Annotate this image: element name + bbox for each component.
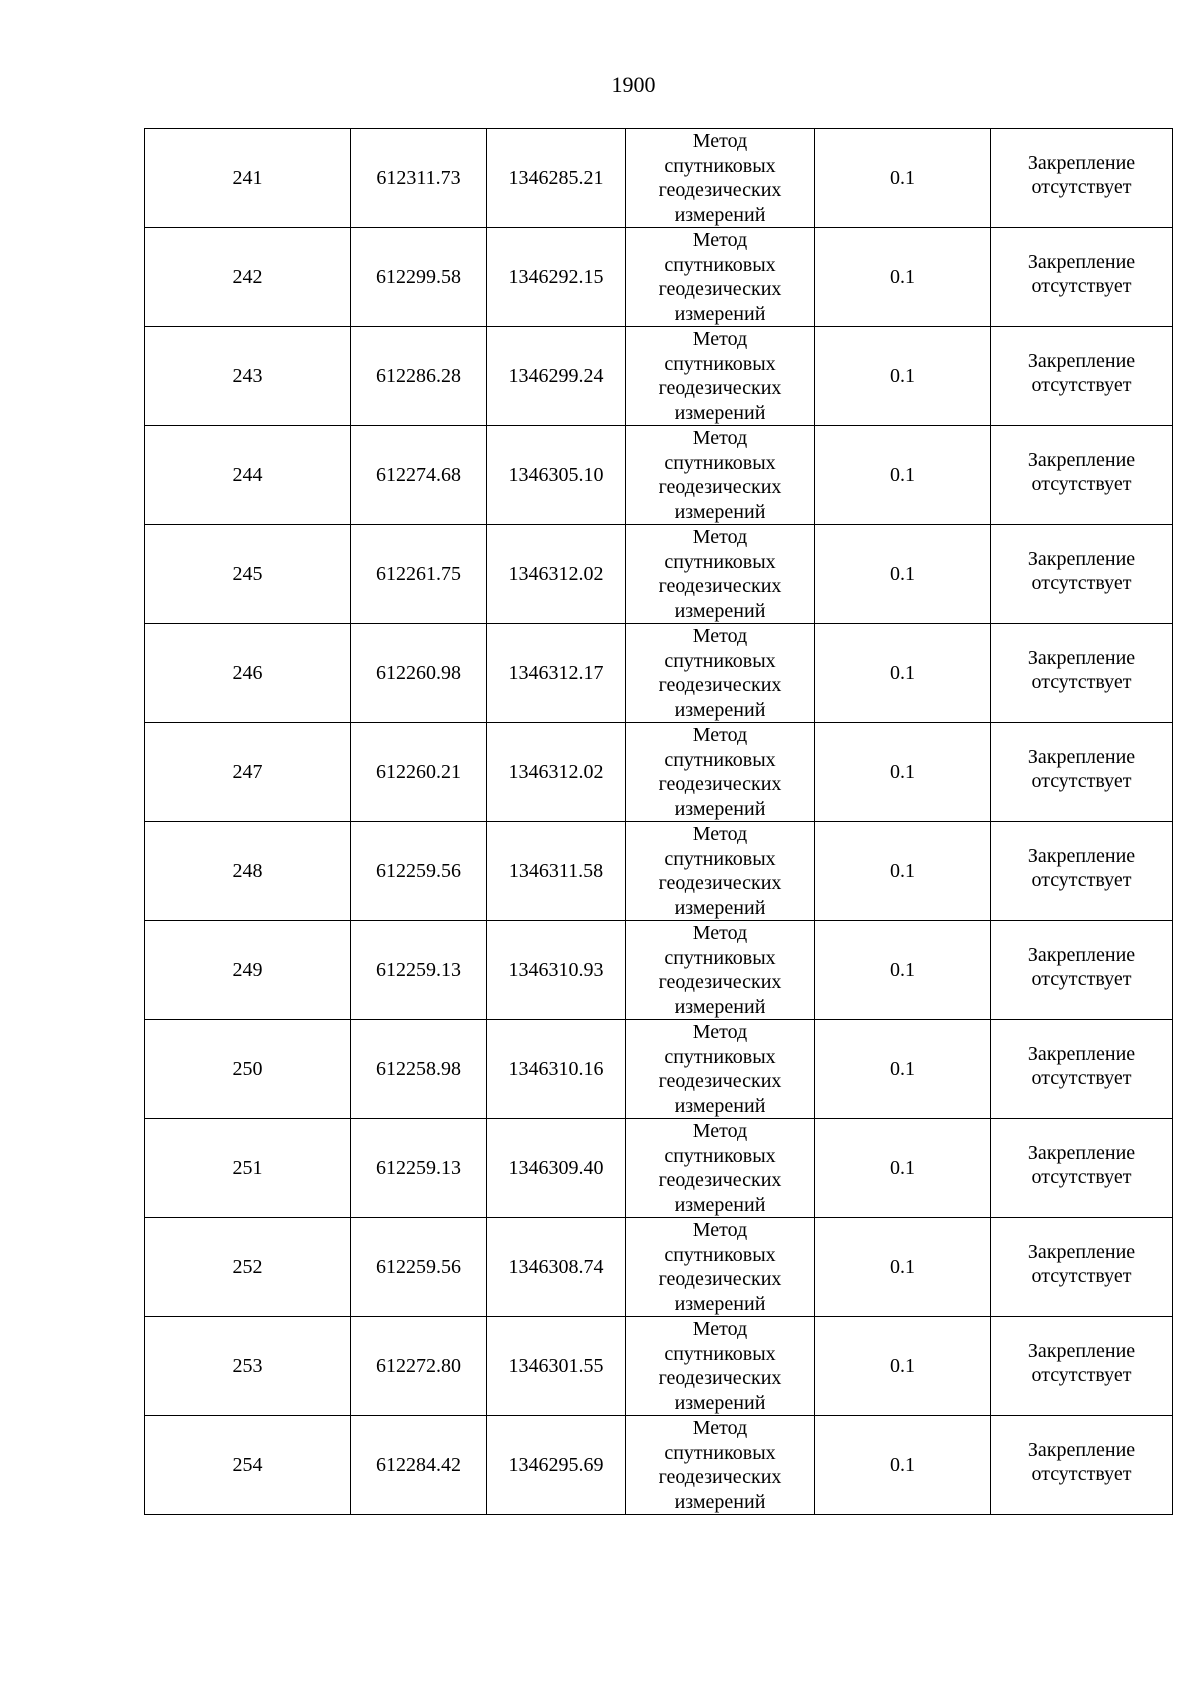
accuracy-cell — [815, 1119, 991, 1218]
y-coordinate-cell-text: 1346312.17 — [508, 662, 604, 684]
accuracy-cell — [815, 723, 991, 822]
method-cell — [626, 525, 815, 624]
x-coordinate-cell-text: 612286.28 — [376, 365, 461, 387]
y-coordinate-cell-text: 1346311.58 — [508, 860, 604, 882]
method-cell — [626, 1119, 815, 1218]
fixing-cell — [991, 327, 1173, 426]
method-cell — [626, 624, 815, 723]
accuracy-cell-text: 0.1 — [890, 860, 915, 882]
x-coordinate-cell-text: 612259.13 — [376, 1157, 461, 1179]
x-coordinate-cell — [351, 1020, 487, 1119]
point-number-cell — [145, 525, 351, 624]
table-row — [145, 624, 1173, 723]
fixing-cell — [991, 822, 1173, 921]
point-number-cell-text: 241 — [232, 167, 263, 189]
method-cell — [626, 129, 815, 228]
method-cell — [626, 921, 815, 1020]
accuracy-cell — [815, 921, 991, 1020]
table-row — [145, 1218, 1173, 1317]
point-number-cell-text: 249 — [232, 959, 263, 981]
point-number-cell — [145, 1020, 351, 1119]
y-coordinate-cell — [487, 228, 626, 327]
y-coordinate-cell — [487, 1020, 626, 1119]
accuracy-cell-text: 0.1 — [890, 662, 915, 684]
point-number-cell — [145, 1119, 351, 1218]
method-cell — [626, 723, 815, 822]
y-coordinate-cell-text: 1346292.15 — [508, 266, 604, 288]
y-coordinate-cell-text: 1346305.10 — [508, 464, 604, 486]
fixing-cell — [991, 129, 1173, 228]
method-cell-text: Метод спутниковых геодезических измерений — [658, 1219, 782, 1315]
point-number-cell-text: 243 — [232, 365, 263, 387]
point-number-cell — [145, 921, 351, 1020]
table-row — [145, 1416, 1173, 1515]
y-coordinate-cell-text: 1346295.69 — [508, 1454, 604, 1476]
fixing-cell-text: Закрепление отсутствует — [1027, 152, 1136, 198]
point-number-cell-text: 246 — [232, 662, 263, 684]
table-row — [145, 1317, 1173, 1416]
method-cell — [626, 1020, 815, 1119]
x-coordinate-cell-text: 612311.73 — [376, 167, 461, 189]
table-row — [145, 525, 1173, 624]
y-coordinate-cell — [487, 822, 626, 921]
method-cell-text: Метод спутниковых геодезических измерений — [658, 427, 782, 523]
fixing-cell — [991, 921, 1173, 1020]
accuracy-cell-text: 0.1 — [890, 266, 915, 288]
table-row — [145, 921, 1173, 1020]
method-cell-text: Метод спутниковых геодезических измерений — [658, 823, 782, 919]
fixing-cell-text: Закрепление отсутствует — [1027, 1142, 1136, 1188]
method-cell — [626, 1218, 815, 1317]
accuracy-cell — [815, 327, 991, 426]
method-cell — [626, 822, 815, 921]
point-number-cell-text: 248 — [232, 860, 263, 882]
y-coordinate-cell-text: 1346309.40 — [508, 1157, 604, 1179]
x-coordinate-cell — [351, 426, 487, 525]
page-number: 1900 — [611, 72, 656, 97]
table-row — [145, 228, 1173, 327]
x-coordinate-cell-text: 612261.75 — [376, 563, 461, 585]
x-coordinate-cell — [351, 1218, 487, 1317]
accuracy-cell-text: 0.1 — [890, 365, 915, 387]
point-number-cell — [145, 822, 351, 921]
y-coordinate-cell — [487, 1317, 626, 1416]
fixing-cell-text: Закрепление отсутствует — [1027, 845, 1136, 891]
accuracy-cell — [815, 624, 991, 723]
accuracy-cell — [815, 1317, 991, 1416]
x-coordinate-cell — [351, 1317, 487, 1416]
point-number-cell — [145, 1317, 351, 1416]
x-coordinate-cell — [351, 624, 487, 723]
fixing-cell — [991, 624, 1173, 723]
fixing-cell — [991, 1317, 1173, 1416]
x-coordinate-cell — [351, 723, 487, 822]
fixing-cell-text: Закрепление отсутствует — [1027, 350, 1136, 396]
y-coordinate-cell — [487, 525, 626, 624]
accuracy-cell-text: 0.1 — [890, 1157, 915, 1179]
method-cell-text: Метод спутниковых геодезических измерений — [658, 922, 782, 1018]
x-coordinate-cell — [351, 921, 487, 1020]
method-cell-text: Метод спутниковых геодезических измерений — [658, 1120, 782, 1216]
point-number-cell-text: 247 — [232, 761, 263, 783]
point-number-cell — [145, 228, 351, 327]
fixing-cell — [991, 1218, 1173, 1317]
method-cell — [626, 327, 815, 426]
accuracy-cell — [815, 129, 991, 228]
fixing-cell-text: Закрепление отсутствует — [1027, 944, 1136, 990]
fixing-cell — [991, 525, 1173, 624]
y-coordinate-cell — [487, 1119, 626, 1218]
accuracy-cell-text: 0.1 — [890, 1058, 915, 1080]
fixing-cell-text: Закрепление отсутствует — [1027, 1340, 1136, 1386]
fixing-cell — [991, 723, 1173, 822]
method-cell — [626, 228, 815, 327]
x-coordinate-cell-text: 612260.21 — [376, 761, 461, 783]
x-coordinate-cell-text: 612274.68 — [376, 464, 461, 486]
method-cell-text: Метод спутниковых геодезических измерений — [658, 1318, 782, 1414]
y-coordinate-cell-text: 1346285.21 — [508, 167, 604, 189]
table-row — [145, 1020, 1173, 1119]
method-cell-text: Метод спутниковых геодезических измерений — [658, 328, 782, 424]
x-coordinate-cell-text: 612259.13 — [376, 959, 461, 981]
table-row — [145, 129, 1173, 228]
method-cell-text: Метод спутниковых геодезических измерений — [658, 724, 782, 820]
point-number-cell-text: 253 — [232, 1355, 263, 1377]
accuracy-cell-text: 0.1 — [890, 464, 915, 486]
y-coordinate-cell — [487, 921, 626, 1020]
point-number-cell-text: 250 — [232, 1058, 263, 1080]
point-number-cell — [145, 1218, 351, 1317]
table-row — [145, 723, 1173, 822]
y-coordinate-cell — [487, 327, 626, 426]
fixing-cell-text: Закрепление отсутствует — [1027, 548, 1136, 594]
fixing-cell-text: Закрепление отсутствует — [1027, 449, 1136, 495]
accuracy-cell-text: 0.1 — [890, 1355, 915, 1377]
fixing-cell-text: Закрепление отсутствует — [1027, 746, 1136, 792]
method-cell-text: Метод спутниковых геодезических измерений — [658, 229, 782, 325]
y-coordinate-cell-text: 1346312.02 — [508, 761, 604, 783]
point-number-cell-text: 245 — [232, 563, 263, 585]
y-coordinate-cell-text: 1346301.55 — [508, 1355, 604, 1377]
fixing-cell-text: Закрепление отсутствует — [1027, 1043, 1136, 1089]
accuracy-cell-text: 0.1 — [890, 761, 915, 783]
accuracy-cell — [815, 228, 991, 327]
method-cell — [626, 1317, 815, 1416]
y-coordinate-cell — [487, 1416, 626, 1515]
point-number-cell — [145, 723, 351, 822]
accuracy-cell — [815, 1416, 991, 1515]
accuracy-cell — [815, 1218, 991, 1317]
x-coordinate-cell-text: 612299.58 — [376, 266, 461, 288]
y-coordinate-cell — [487, 129, 626, 228]
method-cell-text: Метод спутниковых геодезических измерений — [658, 526, 782, 622]
fixing-cell-text: Закрепление отсутствует — [1027, 1439, 1136, 1485]
fixing-cell — [991, 426, 1173, 525]
point-number-cell — [145, 327, 351, 426]
y-coordinate-cell — [487, 723, 626, 822]
y-coordinate-cell-text: 1346308.74 — [508, 1256, 604, 1278]
fixing-cell — [991, 228, 1173, 327]
y-coordinate-cell — [487, 624, 626, 723]
point-number-cell — [145, 1416, 351, 1515]
accuracy-cell — [815, 1020, 991, 1119]
point-number-cell-text: 251 — [232, 1157, 263, 1179]
x-coordinate-cell-text: 612259.56 — [376, 1256, 461, 1278]
accuracy-cell-text: 0.1 — [890, 167, 915, 189]
table-row — [145, 1119, 1173, 1218]
x-coordinate-cell — [351, 327, 487, 426]
accuracy-cell — [815, 426, 991, 525]
accuracy-cell-text: 0.1 — [890, 1454, 915, 1476]
x-coordinate-cell-text: 612258.98 — [376, 1058, 461, 1080]
x-coordinate-cell — [351, 228, 487, 327]
coordinates-table — [144, 128, 1173, 1515]
y-coordinate-cell-text: 1346310.93 — [508, 959, 604, 981]
method-cell — [626, 1416, 815, 1515]
y-coordinate-cell — [487, 426, 626, 525]
x-coordinate-cell-text: 612272.80 — [376, 1355, 461, 1377]
method-cell — [626, 426, 815, 525]
method-cell-text: Метод спутниковых геодезических измерений — [658, 1021, 782, 1117]
x-coordinate-cell-text: 612284.42 — [376, 1454, 461, 1476]
point-number-cell — [145, 426, 351, 525]
fixing-cell — [991, 1416, 1173, 1515]
coordinates-table-body — [145, 129, 1173, 1515]
y-coordinate-cell-text: 1346310.16 — [508, 1058, 604, 1080]
x-coordinate-cell — [351, 525, 487, 624]
accuracy-cell — [815, 822, 991, 921]
point-number-cell-text: 242 — [232, 266, 263, 288]
accuracy-cell — [815, 525, 991, 624]
x-coordinate-cell — [351, 129, 487, 228]
method-cell-text: Метод спутниковых геодезических измерений — [658, 1417, 782, 1513]
point-number-cell — [145, 129, 351, 228]
method-cell-text: Метод спутниковых геодезических измерений — [658, 625, 782, 721]
x-coordinate-cell-text: 612260.98 — [376, 662, 461, 684]
point-number-cell-text: 252 — [232, 1256, 263, 1278]
fixing-cell-text: Закрепление отсутствует — [1027, 251, 1136, 297]
y-coordinate-cell-text: 1346299.24 — [508, 365, 604, 387]
table-row — [145, 822, 1173, 921]
table-row — [145, 327, 1173, 426]
table-row — [145, 426, 1173, 525]
x-coordinate-cell — [351, 1416, 487, 1515]
fixing-cell-text: Закрепление отсутствует — [1027, 647, 1136, 693]
point-number-cell-text: 254 — [232, 1454, 263, 1476]
accuracy-cell-text: 0.1 — [890, 959, 915, 981]
y-coordinate-cell-text: 1346312.02 — [508, 563, 604, 585]
method-cell-text: Метод спутниковых геодезических измерений — [658, 130, 782, 226]
point-number-cell-text: 244 — [232, 464, 263, 486]
point-number-cell — [145, 624, 351, 723]
accuracy-cell-text: 0.1 — [890, 563, 915, 585]
fixing-cell-text: Закрепление отсутствует — [1027, 1241, 1136, 1287]
accuracy-cell-text: 0.1 — [890, 1256, 915, 1278]
x-coordinate-cell — [351, 1119, 487, 1218]
fixing-cell — [991, 1119, 1173, 1218]
fixing-cell — [991, 1020, 1173, 1119]
x-coordinate-cell-text: 612259.56 — [376, 860, 461, 882]
x-coordinate-cell — [351, 822, 487, 921]
y-coordinate-cell — [487, 1218, 626, 1317]
